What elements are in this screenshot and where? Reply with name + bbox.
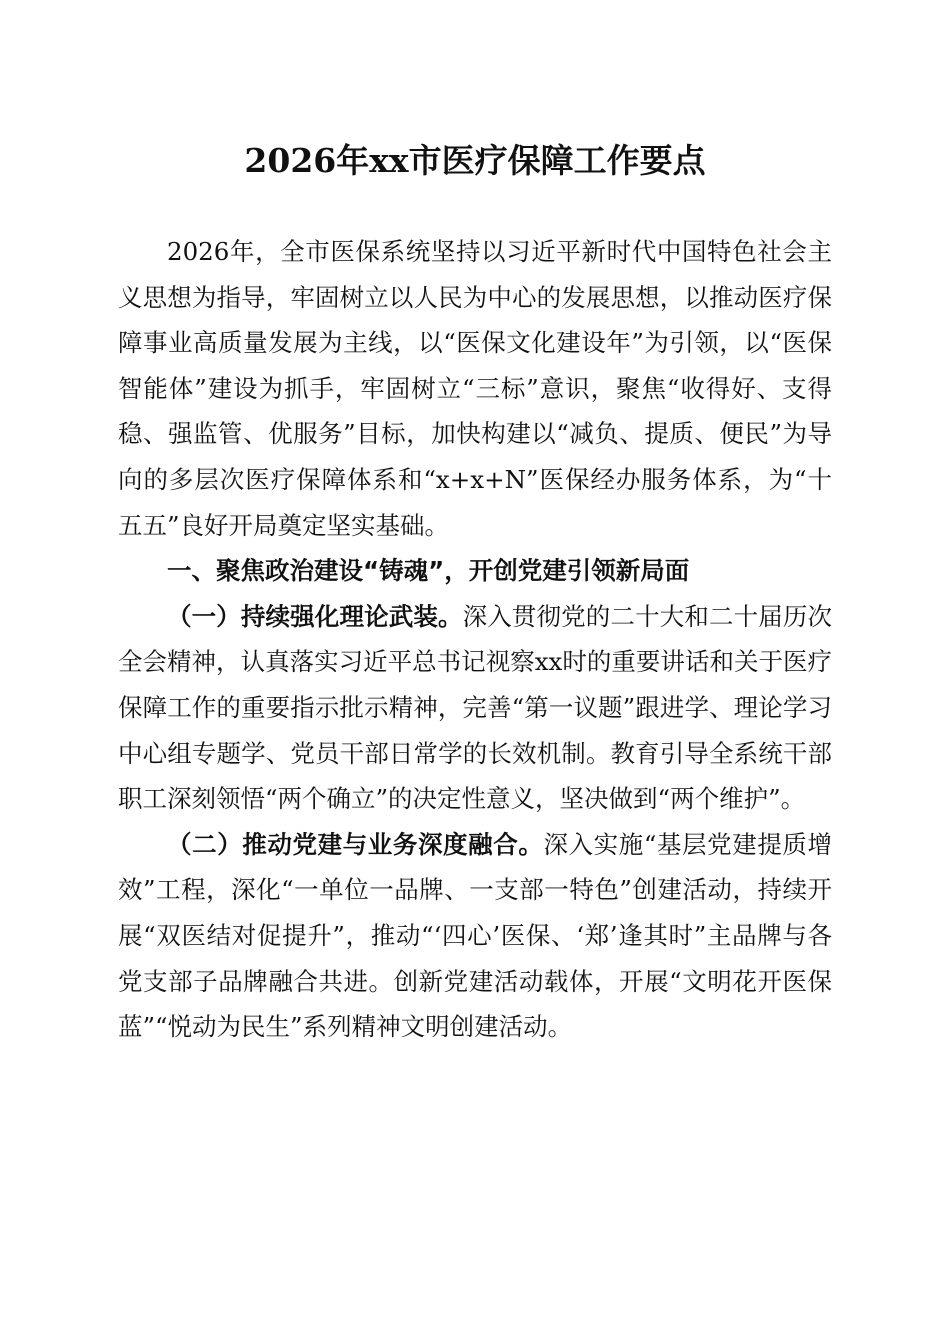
item-text-1: 深入贯彻党的二十大和二十届历次全会精神，认真落实习近平总书记视察xx时的重要讲话和关于医疗保障工作的重要指示批示精神，完善“第一议题”跟进学、理论学习中心组专题学、党员干部日常学的长效机制。教育引导全系统干部职工深刻领悟“两个确立”的决定性意义，坚决做到“两个维护”。 [118, 601, 833, 814]
item-paragraph-1 [118, 594, 832, 822]
document-title: 2026年xx市医疗保障工作要点 [244, 141, 706, 180]
item-lead-1: （一）持续强化理论武装。 [167, 601, 463, 631]
item-text-2: 深入实施“基层党建提质增效”工程，深化“一单位一品牌、一支部一特色”创建活动，持续开展“双医结对促提升”，推动“‘四心’医保、‘郑’逢其时”主品牌与各党支部子品牌融合共进。创新党建活动载体，开展“文明花开医保蓝”“悦动为民生”系列精神文明创建活动。 [118, 829, 833, 1042]
document-body [118, 229, 832, 1050]
item-lead-2: （二）推动党建与业务深度融合。 [167, 829, 544, 859]
section-heading: 一、聚焦政治建设“铸魂”，开创党建引领新局面 [167, 556, 690, 586]
intro-paragraph: 2026年，全市医保系统坚持以习近平新时代中国特色社会主义思想为指导，牢固树立以人民为中心的发展思想，以推动医疗保障事业高质量发展为主线，以“医保文化建设年”为引领，以“医保智能体”建设为抓手，牢固树立“三标”意识，聚焦“收得好、支得稳、强监管、优服务”目标，加快构建以“减负、提质、便民”为导向的多层次医疗保障体系和“x+x+N”医保经办服务体系，为“十五五”良好开局奠定坚实基础。 [118, 237, 832, 540]
item-paragraph-2 [118, 822, 832, 1050]
